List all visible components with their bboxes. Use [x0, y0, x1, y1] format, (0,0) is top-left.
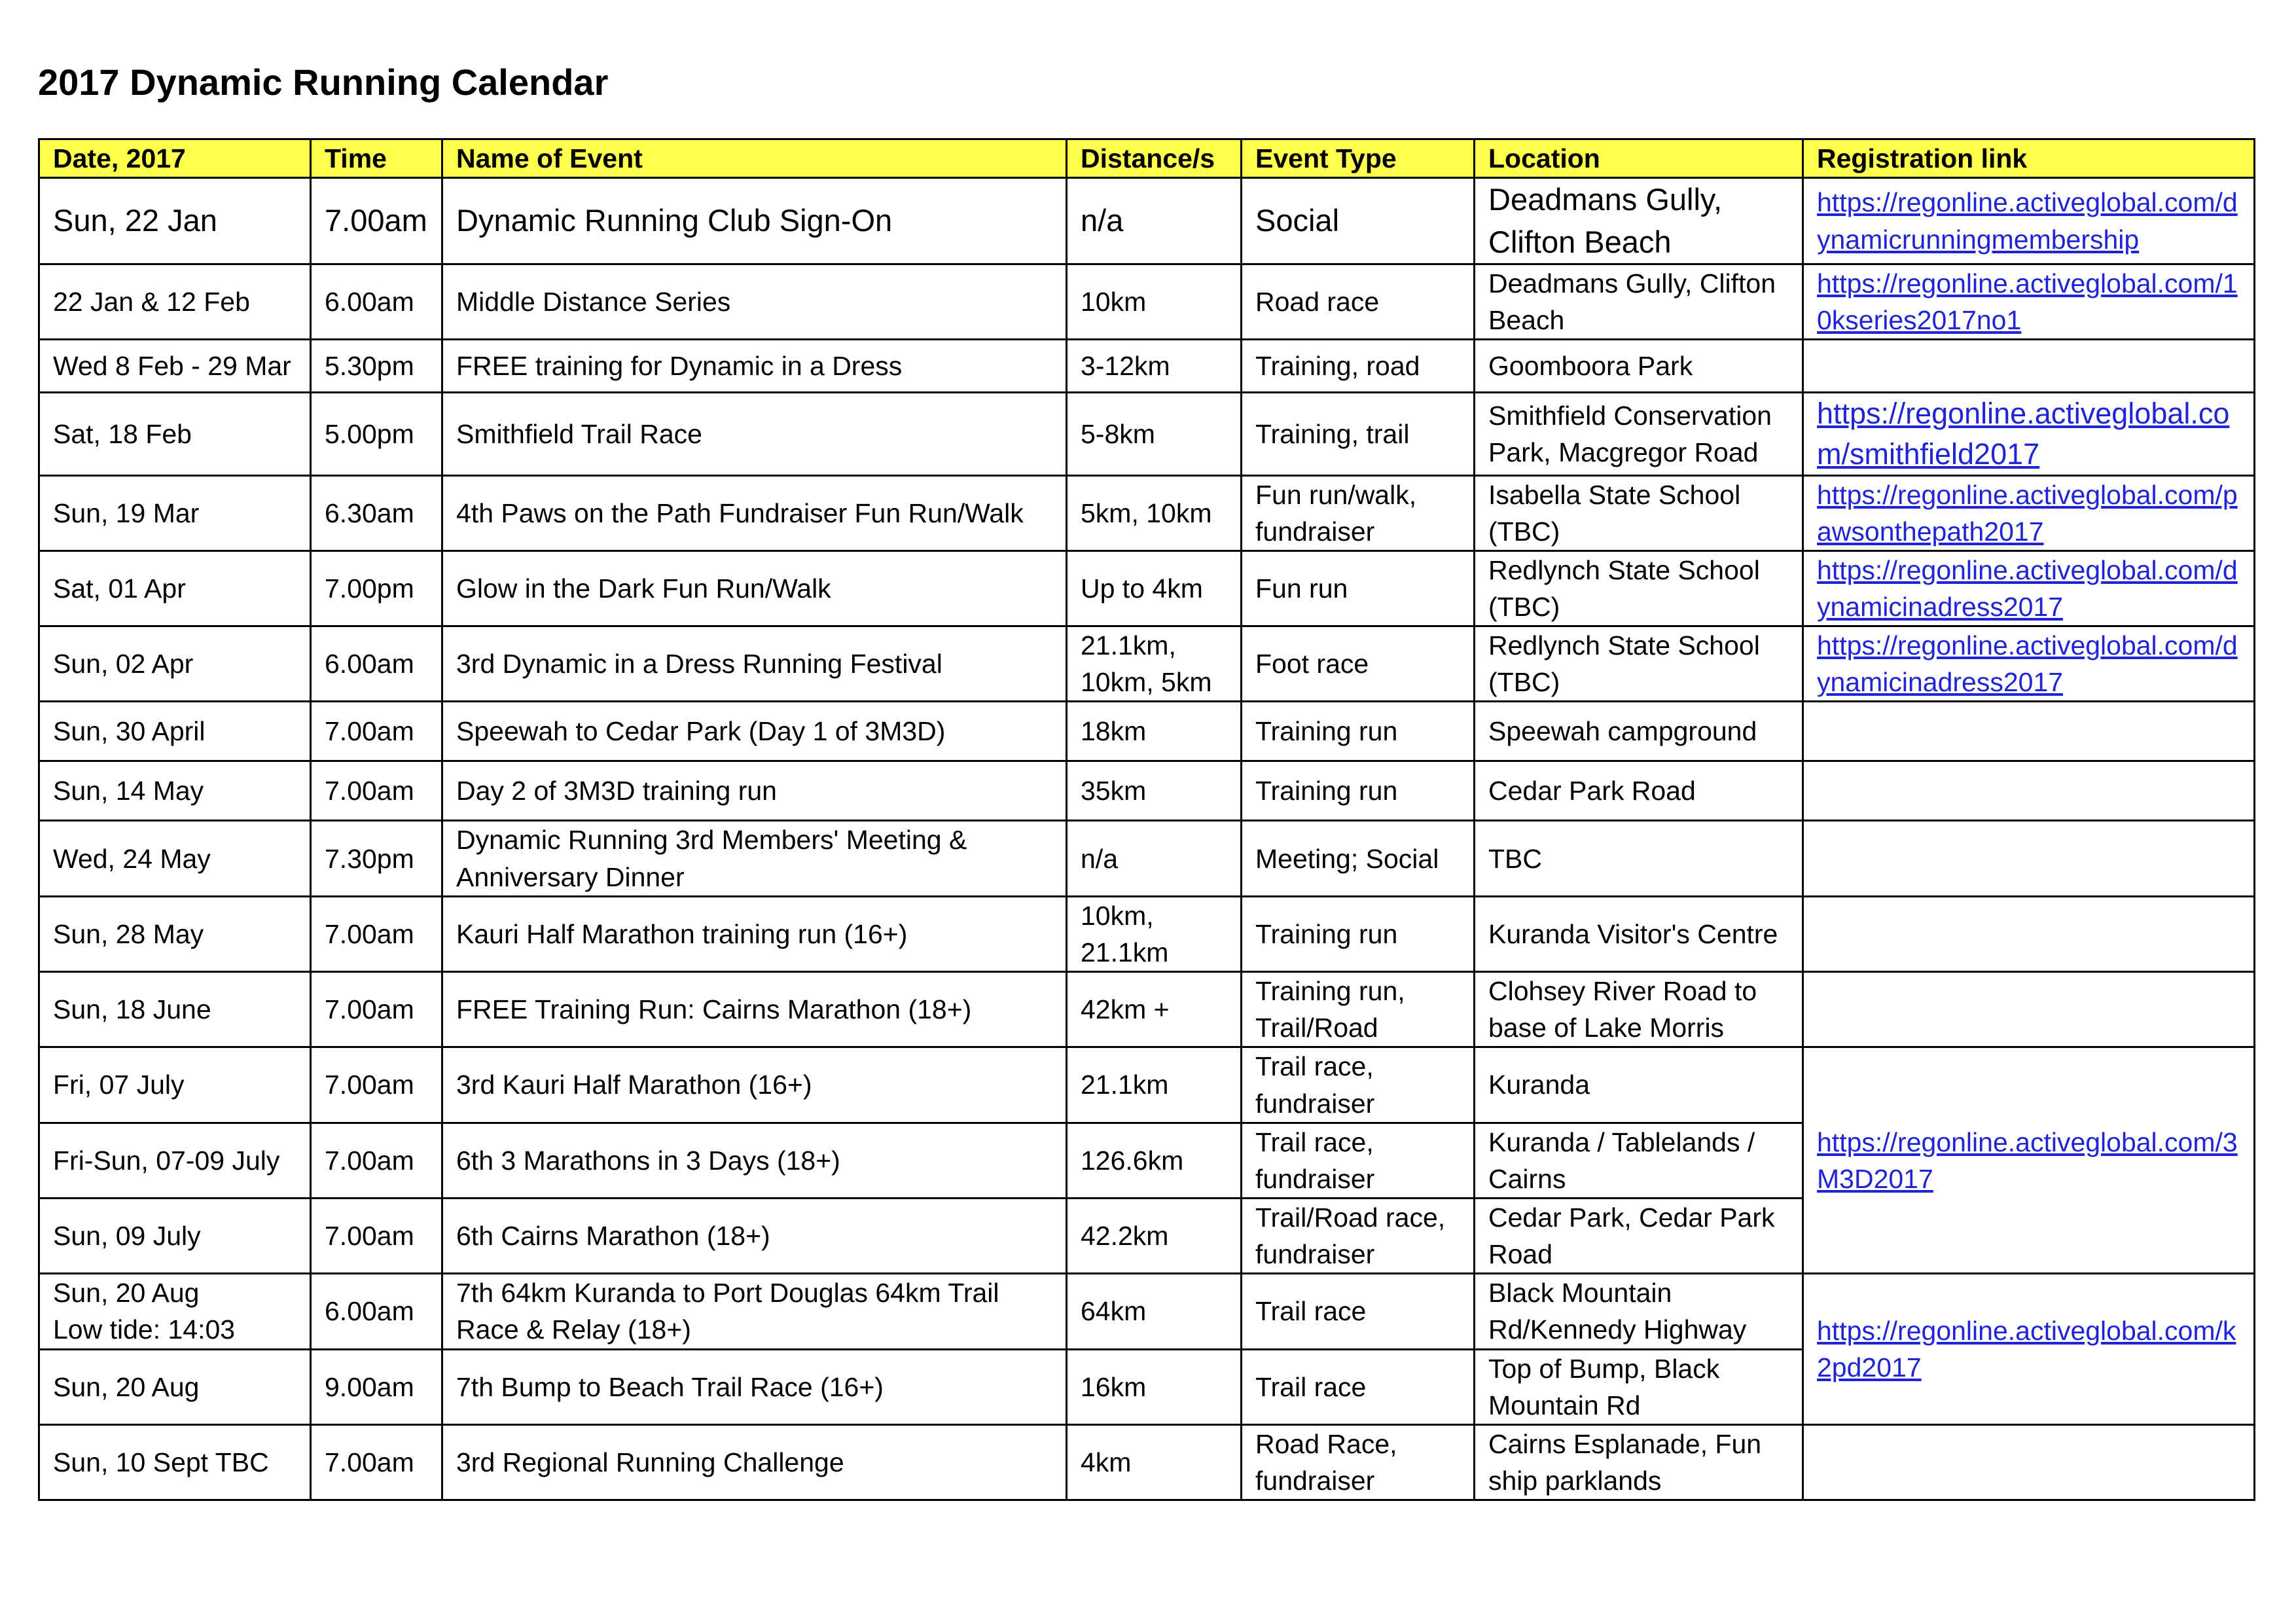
time-cell: 7.00am [311, 702, 442, 761]
registration-link[interactable]: https://regonline.activeglobal.com/dynamicrunningmembership [1817, 187, 2238, 255]
location-cell: Kuranda Visitor's Centre [1475, 896, 1803, 971]
time-cell: 7.00pm [311, 550, 442, 626]
registration-link[interactable]: https://regonline.activeglobal.com/pawsonthepath2017 [1817, 479, 2238, 547]
date-cell: Sun, 28 May [39, 896, 311, 971]
location-cell: Cairns Esplanade, Fun ship parklands [1475, 1424, 1803, 1500]
event-name-cell: 3rd Dynamic in a Dress Running Festival [442, 626, 1067, 702]
column-header-date: Date, 2017 [39, 139, 311, 178]
distance-cell: 126.6km [1067, 1123, 1242, 1198]
location-cell: Kuranda / Tablelands / Cairns [1475, 1123, 1803, 1198]
time-cell: 6.00am [311, 626, 442, 702]
event-type-cell: Training run [1242, 761, 1475, 821]
time-cell: 6.00am [311, 1274, 442, 1349]
event-name-cell: 7th Bump to Beach Trail Race (16+) [442, 1349, 1067, 1424]
registration-cell [1803, 896, 2255, 971]
event-type-cell: Trail race, fundraiser [1242, 1123, 1475, 1198]
time-cell: 5.00pm [311, 393, 442, 475]
time-cell: 7.00am [311, 761, 442, 821]
registration-link[interactable]: https://regonline.activeglobal.com/k2pd2017 [1817, 1315, 2236, 1383]
location-cell: Kuranda [1475, 1047, 1803, 1123]
event-type-cell: Training, road [1242, 340, 1475, 393]
table-row [39, 178, 2255, 264]
column-header-time: Time [311, 139, 442, 178]
registration-cell [1803, 761, 2255, 821]
table-row [39, 550, 2255, 626]
time-cell: 6.30am [311, 475, 442, 550]
location-cell: Speewah campground [1475, 702, 1803, 761]
date-text: Sun, 20 Aug [53, 1278, 200, 1308]
table-row [39, 821, 2255, 896]
location-cell: Top of Bump, Black Mountain Rd [1475, 1349, 1803, 1424]
location-cell: Deadmans Gully, Clifton Beach [1475, 264, 1803, 339]
location-cell: Deadmans Gully, Clifton Beach [1475, 178, 1803, 264]
event-type-cell: Training, trail [1242, 393, 1475, 475]
table-row [39, 1274, 2255, 1349]
registration-cell [1803, 340, 2255, 393]
distance-cell: 64km [1067, 1274, 1242, 1349]
date-cell: Fri-Sun, 07-09 July [39, 1123, 311, 1198]
location-cell: Smithfield Conservation Park, Macgregor Road [1475, 393, 1803, 475]
date-cell: Sun, 10 Sept TBC [39, 1424, 311, 1500]
header-row [39, 139, 2255, 178]
registration-link[interactable]: https://regonline.activeglobal.com/10kseries2017no1 [1817, 268, 2238, 336]
page-title: 2017 Dynamic Running Calendar [38, 62, 609, 103]
events-table [38, 138, 2255, 1501]
registration-cell [1803, 821, 2255, 896]
distance-cell: 42km + [1067, 972, 1242, 1047]
location-cell: Cedar Park, Cedar Park Road [1475, 1199, 1803, 1274]
event-type-cell: Training run [1242, 896, 1475, 971]
time-cell: 7.00am [311, 1123, 442, 1198]
date-cell: Sun, 22 Jan [39, 178, 311, 264]
event-name-cell: 7th 64km Kuranda to Port Douglas 64km Trail Race & Relay (18+) [442, 1274, 1067, 1349]
event-name-cell: Kauri Half Marathon training run (16+) [442, 896, 1067, 971]
location-cell: Clohsey River Road to base of Lake Morris [1475, 972, 1803, 1047]
column-header-registration: Registration link [1803, 139, 2255, 178]
column-header-type: Event Type [1242, 139, 1475, 178]
table-row [39, 702, 2255, 761]
distance-cell: 42.2km [1067, 1199, 1242, 1274]
time-cell: 7.00am [311, 178, 442, 264]
event-type-cell: Social [1242, 178, 1475, 264]
column-header-location: Location [1475, 139, 1803, 178]
date-cell: Fri, 07 July [39, 1047, 311, 1123]
registration-cell [1803, 702, 2255, 761]
table-row [39, 264, 2255, 339]
distance-cell: 35km [1067, 761, 1242, 821]
distance-cell: 10km [1067, 264, 1242, 339]
event-type-cell: Fun run [1242, 550, 1475, 626]
location-cell: Cedar Park Road [1475, 761, 1803, 821]
date-cell: Sun, 30 April [39, 702, 311, 761]
event-type-cell: Training run, Trail/Road [1242, 972, 1475, 1047]
date-cell: Sat, 18 Feb [39, 393, 311, 475]
table-row [39, 340, 2255, 393]
event-type-cell: Road Race, fundraiser [1242, 1424, 1475, 1500]
registration-cell [1803, 1424, 2255, 1500]
date-cell: Sun, 20 Aug [39, 1349, 311, 1424]
event-name-cell: Smithfield Trail Race [442, 393, 1067, 475]
event-name-cell: FREE Training Run: Cairns Marathon (18+) [442, 972, 1067, 1047]
registration-link[interactable]: https://regonline.activeglobal.com/dynamicinadress2017 [1817, 630, 2238, 698]
event-name-cell: Glow in the Dark Fun Run/Walk [442, 550, 1067, 626]
registration-cell [1803, 1274, 2255, 1425]
event-name-cell: Dynamic Running Club Sign-On [442, 178, 1067, 264]
event-name-cell: Day 2 of 3M3D training run [442, 761, 1067, 821]
column-header-distance: Distance/s [1067, 139, 1242, 178]
table-row [39, 972, 2255, 1047]
column-header-name: Name of Event [442, 139, 1067, 178]
registration-link[interactable]: https://regonline.activeglobal.com/dynamicinadress2017 [1817, 554, 2238, 622]
time-cell: 5.30pm [311, 340, 442, 393]
event-type-cell: Trail race [1242, 1349, 1475, 1424]
registration-cell [1803, 264, 2255, 339]
table-row [39, 1047, 2255, 1123]
table-row [39, 761, 2255, 821]
date-cell: Sun, 19 Mar [39, 475, 311, 550]
time-cell: 7.00am [311, 972, 442, 1047]
distance-cell: n/a [1067, 821, 1242, 896]
event-name-cell: Dynamic Running 3rd Members' Meeting & Anniversary Dinner [442, 821, 1067, 896]
date-cell: Wed, 24 May [39, 821, 311, 896]
date-cell: Sun, 14 May [39, 761, 311, 821]
location-cell: Redlynch State School (TBC) [1475, 626, 1803, 702]
event-name-cell: Middle Distance Series [442, 264, 1067, 339]
location-cell: Isabella State School (TBC) [1475, 475, 1803, 550]
location-cell: TBC [1475, 821, 1803, 896]
date-cell: Sat, 01 Apr [39, 550, 311, 626]
date-cell: Sun, 02 Apr [39, 626, 311, 702]
location-cell: Goomboora Park [1475, 340, 1803, 393]
event-type-cell: Fun run/walk, fundraiser [1242, 475, 1475, 550]
time-cell: 7.00am [311, 1424, 442, 1500]
registration-cell [1803, 1047, 2255, 1274]
registration-cell [1803, 626, 2255, 702]
registration-cell [1803, 972, 2255, 1047]
event-type-cell: Trail race [1242, 1274, 1475, 1349]
registration-link[interactable]: https://regonline.activeglobal.com/3M3D2017 [1817, 1127, 2238, 1194]
date-cell [39, 1274, 311, 1349]
table-row [39, 393, 2255, 475]
location-cell: Redlynch State School (TBC) [1475, 550, 1803, 626]
time-cell: 7.30pm [311, 821, 442, 896]
distance-cell: 16km [1067, 1349, 1242, 1424]
location-cell: Black Mountain Rd/Kennedy Highway [1475, 1274, 1803, 1349]
event-name-cell: 4th Paws on the Path Fundraiser Fun Run/Walk [442, 475, 1067, 550]
time-cell: 7.00am [311, 1199, 442, 1274]
distance-cell: Up to 4km [1067, 550, 1242, 626]
date-cell: Sun, 09 July [39, 1199, 311, 1274]
event-type-cell: Training run [1242, 702, 1475, 761]
registration-link[interactable]: https://regonline.activeglobal.com/smithfield2017 [1817, 397, 2230, 471]
event-type-cell: Foot race [1242, 626, 1475, 702]
distance-cell: 3-12km [1067, 340, 1242, 393]
registration-cell [1803, 178, 2255, 264]
table-row [39, 475, 2255, 550]
date-cell: 22 Jan & 12 Feb [39, 264, 311, 339]
event-type-cell: Meeting; Social [1242, 821, 1475, 896]
time-cell: 7.00am [311, 896, 442, 971]
distance-cell: n/a [1067, 178, 1242, 264]
date-cell: Wed 8 Feb - 29 Mar [39, 340, 311, 393]
table-row [39, 896, 2255, 971]
registration-cell [1803, 475, 2255, 550]
event-name-cell: 3rd Kauri Half Marathon (16+) [442, 1047, 1067, 1123]
event-type-cell: Trail race, fundraiser [1242, 1047, 1475, 1123]
event-name-cell: 6th Cairns Marathon (18+) [442, 1199, 1067, 1274]
event-name-cell: 6th 3 Marathons in 3 Days (18+) [442, 1123, 1067, 1198]
distance-cell: 21.1km, 10km, 5km [1067, 626, 1242, 702]
registration-cell [1803, 550, 2255, 626]
time-cell: 7.00am [311, 1047, 442, 1123]
distance-cell: 10km, 21.1km [1067, 896, 1242, 971]
event-name-cell: FREE training for Dynamic in a Dress [442, 340, 1067, 393]
table-row [39, 626, 2255, 702]
low-tide-note: Low tide: 14:03 [53, 1314, 236, 1345]
distance-cell: 4km [1067, 1424, 1242, 1500]
event-name-cell: 3rd Regional Running Challenge [442, 1424, 1067, 1500]
event-type-cell: Road race [1242, 264, 1475, 339]
distance-cell: 21.1km [1067, 1047, 1242, 1123]
table-row [39, 1424, 2255, 1500]
distance-cell: 18km [1067, 702, 1242, 761]
event-type-cell: Trail/Road race, fundraiser [1242, 1199, 1475, 1274]
time-cell: 6.00am [311, 264, 442, 339]
distance-cell: 5-8km [1067, 393, 1242, 475]
date-cell: Sun, 18 June [39, 972, 311, 1047]
event-name-cell: Speewah to Cedar Park (Day 1 of 3M3D) [442, 702, 1067, 761]
time-cell: 9.00am [311, 1349, 442, 1424]
distance-cell: 5km, 10km [1067, 475, 1242, 550]
registration-cell [1803, 393, 2255, 475]
